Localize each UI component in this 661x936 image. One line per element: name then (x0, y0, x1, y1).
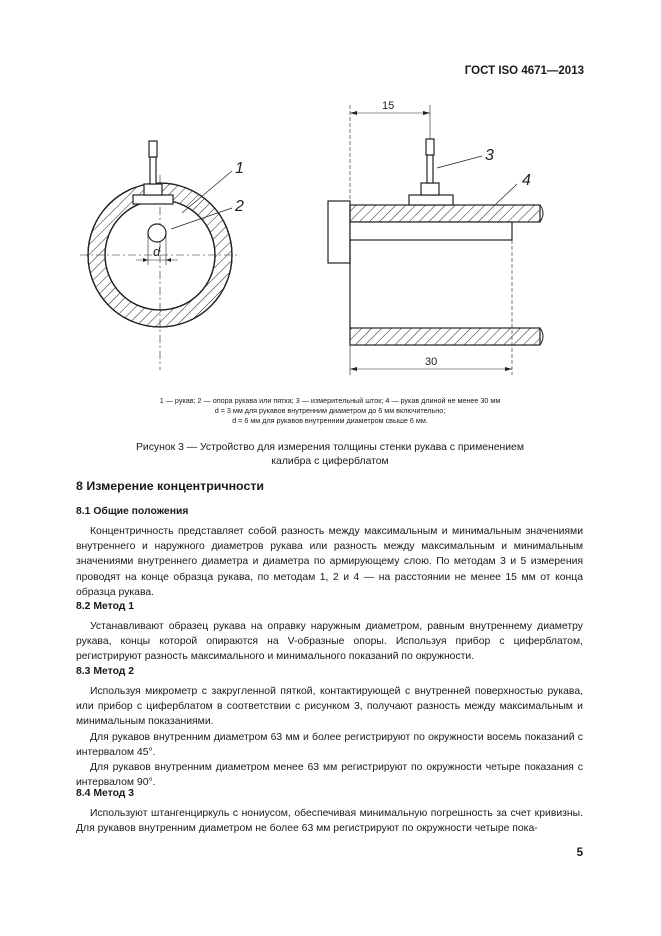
figure-3-drawing (80, 95, 560, 385)
label-2: 2 (235, 198, 244, 215)
label-1: 1 (235, 160, 244, 177)
leader-line-4 (495, 184, 517, 205)
section-8-2-title: 8.2 Метод 1 (76, 601, 135, 612)
measuring-rod-left (133, 141, 173, 204)
figure-caption-line-1: Рисунок 3 — Устройство для измерения толщины стенки рукава с применением (136, 442, 524, 453)
section-8-2-text: Устанавливают образец рукава на оправку наружным диаметром, равным внутреннему диаметру рукава, концы которой опираются на V-образные опоры. Используя прибор с циферблатом, регистрируют разность максимального и минимального показаний по окружности. (76, 621, 583, 663)
figure-legend-line-3: d = 6 мм для рукавов внутренним диаметром свыше 6 мм. (232, 416, 428, 425)
section-8-1-title: 8.1 Общие положения (76, 506, 189, 517)
label-3: 3 (485, 147, 494, 164)
label-d: d (153, 244, 161, 259)
section-8-3-title: 8.3 Метод 2 (76, 666, 135, 677)
page-number: 5 (576, 847, 583, 859)
document-header: ГОСТ ISO 4671—2013 (464, 65, 584, 77)
figure-caption-line-2: калибра с циферблатом (271, 456, 389, 467)
label-4: 4 (522, 172, 531, 189)
hose-long-section (328, 201, 543, 375)
section-8-3-text: Используя микрометр с закругленной пяткой, контактирующей с внутренней поверхностью рукава, или прибор с циферблатом в соответствии с рисунком 3, получают разность между максимальным и минимальным показаниями. Для рукавов внутренним диаметром 63 мм и более регистрируют по окружности восемь показаний с интервалом 45°. Для рукавов внутренним диаметром менее 63 мм регистрируют по окружности четыре показания с интервалом 90°. (76, 686, 583, 789)
dimension-30 (350, 345, 512, 375)
section-8-title: 8 Измерение концентричности (76, 479, 265, 493)
svg-text:30: 30 (425, 356, 438, 368)
measuring-rod-right (409, 139, 453, 205)
section-8-4-title: 8.4 Метод 3 (76, 788, 135, 799)
figure-legend-line-1: 1 — рукав; 2 — опора рукава или пятка; 3 — измерительный шток; 4 — рукав длиной не менее 30 мм (159, 396, 501, 405)
leader-line-3 (437, 156, 482, 168)
figure-legend-line-2: d = 3 мм для рукавов внутренним диаметром до 6 мм включительно; (214, 406, 446, 415)
svg-text:15: 15 (382, 100, 395, 112)
section-8-4-text: Используют штангенциркуль с нониусом, обеспечивая минимальную погрешность за счет кривизны. Для рукавов внутренним диаметром не более 63 мм регистрируют по окружности четыре пока- (76, 808, 583, 835)
section-8-1-text: Концентричность представляет собой разность между максимальным и минимальным значениями внутреннего и наружного диаметров рукава или разность между максимальным и минимальным значениями внутреннего диаметра и диаметра по армирующему слою. По методам 3 и 5 измерения проводят на конце образца рукава, по методам 1, 2 и 4 — на расстоянии не менее 15 мм от конца образца рукава. (76, 526, 583, 598)
